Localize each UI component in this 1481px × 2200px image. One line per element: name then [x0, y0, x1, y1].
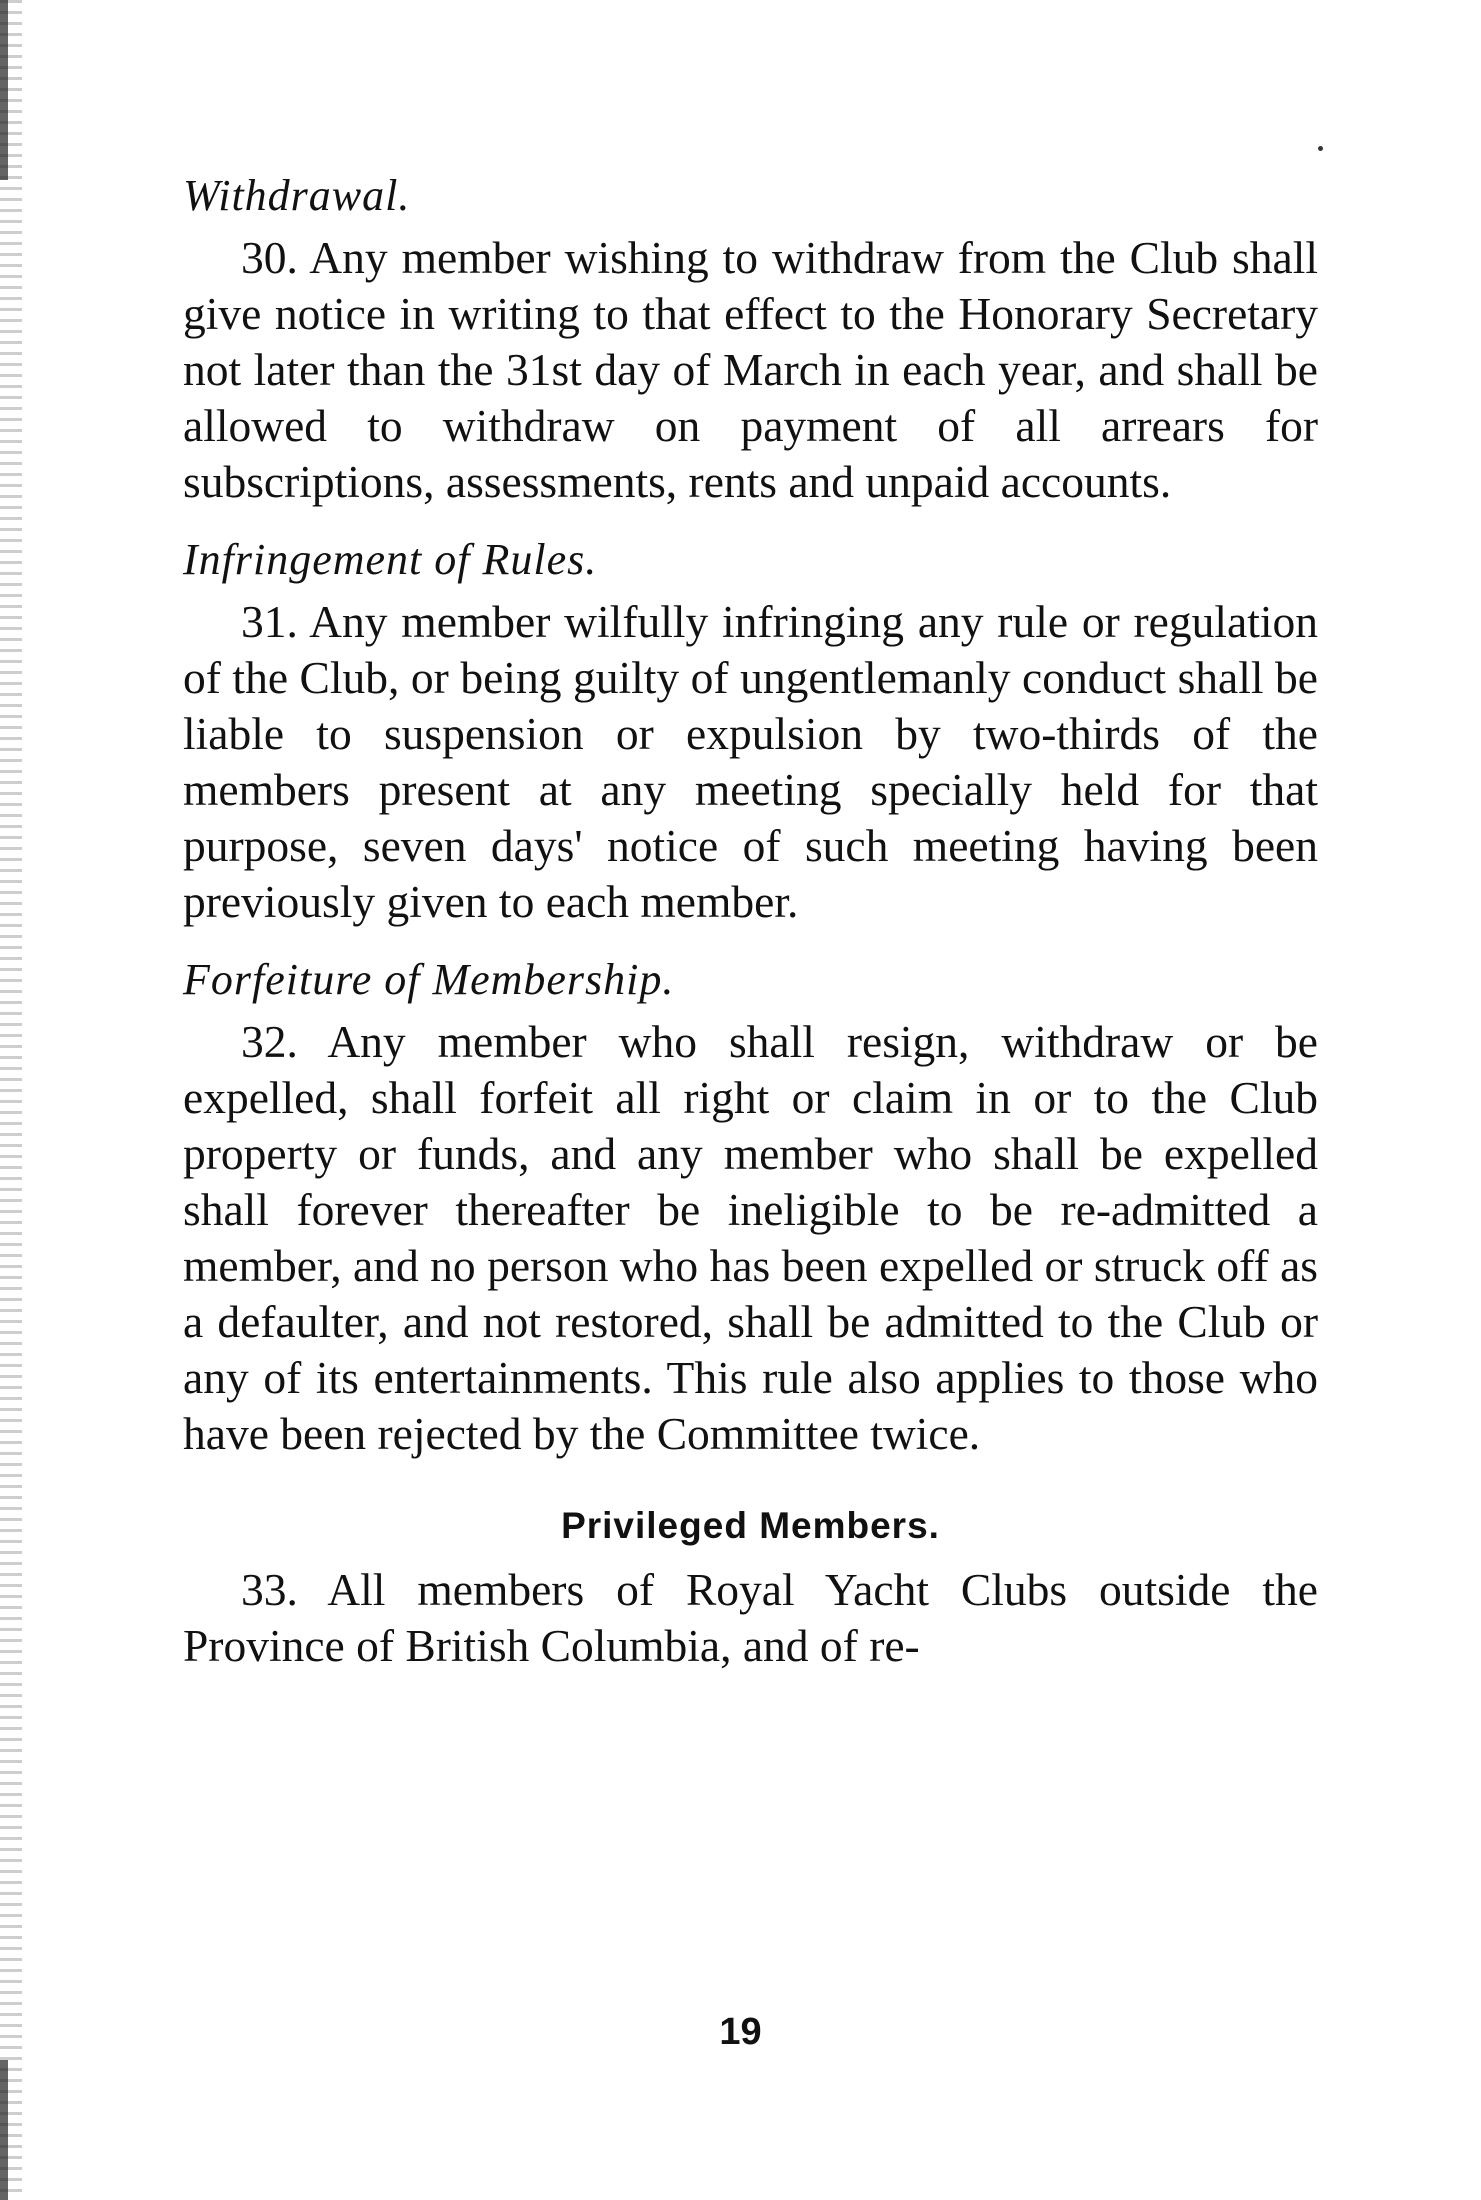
- heading-withdrawal: Withdrawal.: [183, 171, 411, 220]
- rule-33-paragraph: 33. All members of Royal Yacht Clubs outside the Province of British Columbia, and of re-: [183, 1564, 1318, 1671]
- scan-edge-shadow-top: [0, 0, 8, 180]
- heading-infringement-of-rules: Infringement of Rules.: [183, 535, 598, 584]
- heading-forfeiture-of-membership: Forfeiture of Membership.: [183, 955, 675, 1004]
- scan-speck: [1318, 146, 1323, 151]
- rule-30-paragraph: 30. Any member wishing to withdraw from the Club shall give notice in writing to that effect to the Honorary Secretary not later than the 31st day of March in each year, and shall be allowed to withdraw on payment of all arrears for subscriptions, assessments, rents and unpaid accounts.: [183, 232, 1318, 507]
- scan-edge-shadow-bottom: [0, 2060, 8, 2200]
- text-column: [183, 168, 1318, 1696]
- page-number: 19: [719, 2011, 762, 2053]
- rule-32-paragraph: 32. Any member who shall resign, withdraw or be expelled, shall forfeit all right or claim in or to the Club property or funds, and any member who shall be expelled shall forever thereafter be ineligible to be re-admitted a member, and no person who has been expelled or struck off as a defaulter, and not restored, shall be admitted to the Club or any of its entertainments. This rule also applies to those who have been rejected by the Committee twice.: [183, 1016, 1318, 1459]
- rule-31-paragraph: 31. Any member wilfully infringing any rule or regulation of the Club, or being guilty of ungentlemanly conduct shall be liable to suspension or expulsion by two-thirds of the members present at any meeting specially held for that purpose, seven days' notice of such meeting having been previously given to each member.: [183, 596, 1318, 927]
- scan-edge-artifact: [0, 0, 22, 2200]
- heading-privileged-members: Privileged Members.: [561, 1505, 940, 1546]
